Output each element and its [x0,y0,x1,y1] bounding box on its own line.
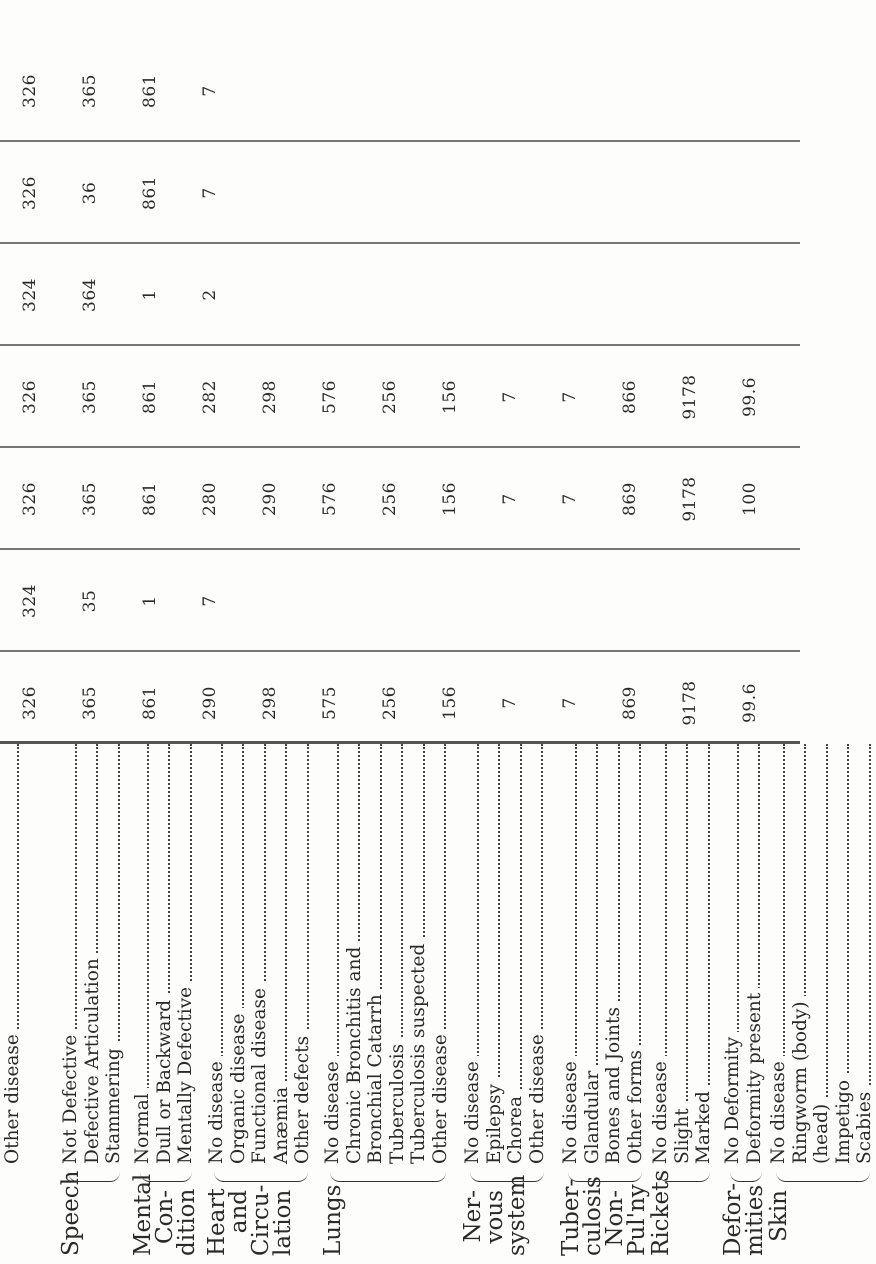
value-cell: 290 [200,686,220,720]
sub-labels [2,744,24,1164]
value-cell: 35 [80,589,100,613]
column-rule [0,242,800,244]
brace-icon [650,1170,716,1184]
column-rule [0,446,800,448]
brace-icon [722,1170,768,1184]
row-label-text: Bones and Joints [603,1002,624,1164]
value-cell: 156 [440,380,460,414]
row-label-text: Deformity present [744,988,765,1164]
row-label [249,744,271,1164]
row-label [365,744,387,1164]
row-label [790,744,812,1164]
row-label-text: Chronic Bronchitis and [344,942,365,1164]
row-label [60,744,82,1164]
row-label-text: Anæmia [271,1082,292,1164]
row-label [387,744,409,1164]
data-column-1 [0,675,800,731]
value-cell: 869 [620,482,640,516]
row-label-text: Other disease [527,1029,548,1164]
row-label-text: Normal [132,1088,153,1164]
row-label-text: Other defects [292,1031,313,1164]
row-label [582,744,604,1164]
brace-icon [768,1170,876,1184]
value-cell: 298 [260,380,280,414]
row-label [344,744,366,1164]
row-labels [0,744,875,1264]
row-label-text: Tuberculosis suspected [408,939,429,1164]
value-cell: 7 [560,697,580,709]
row-label [650,744,672,1164]
section-4 [206,744,314,1256]
value-cell: 324 [20,584,40,618]
column-rule [0,548,800,550]
value-cell: 7 [500,391,520,403]
value-cell: 1 [140,289,160,301]
row-label-text: Scabies [854,1087,875,1164]
row-label-text: Dull or Backward [154,995,175,1164]
row-label [484,744,506,1164]
row-label-text: Mentally Defective [175,982,196,1164]
value-cell: 298 [260,686,280,720]
value-cell: 99.6 [740,683,760,723]
group-label: Tuber-culosis Non-Pul'ny [558,1176,650,1256]
value-cell: 576 [320,482,340,516]
row-label-text: Functional disease [249,983,270,1164]
value-cell: 365 [80,686,100,720]
section-5 [322,744,452,1256]
brace-icon [206,1170,314,1184]
sub-labels [462,744,548,1164]
data-column-3 [0,471,800,527]
row-label [408,744,430,1164]
value-cell: 280 [200,482,220,516]
row-label-text: (head) [811,1099,832,1164]
value-cell: 866 [620,380,640,414]
dot-leader [686,744,688,1164]
brace-icon [132,1170,198,1184]
row-label [768,744,790,1164]
value-cell: 7 [200,85,220,97]
brace-icon [60,1170,126,1184]
row-label-text: Chorea [505,1091,526,1164]
row-label-text: Other disease [430,1029,451,1164]
group-label: Heart and Circu-lation [204,1184,296,1256]
row-label [206,744,228,1164]
section-9 [722,744,768,1256]
row-label [82,744,104,1164]
row-label [693,744,715,1164]
value-cell: 290 [260,482,280,516]
row-label [722,744,744,1164]
column-rule [0,344,800,346]
row-label [462,744,484,1164]
value-cell: 861 [140,482,160,516]
value-cell: 7 [200,595,220,607]
row-label-text: Epilepsy [484,1079,505,1164]
row-label [132,744,154,1164]
data-column-6 [0,165,800,221]
value-cell: 365 [80,74,100,108]
section-1 [2,744,32,1256]
value-cell: 156 [440,686,460,720]
row-label-text: Bronchial Catarrh [365,989,386,1164]
row-label-text: Slight [672,1103,693,1164]
sub-labels [768,744,876,1164]
value-cell: 1 [140,595,160,607]
value-cell: 575 [320,686,340,720]
row-label [271,744,293,1164]
row-label [854,744,876,1164]
value-cell: 576 [320,380,340,414]
value-cell: 364 [80,278,100,312]
label-divider [0,741,800,744]
section-6 [462,744,550,1256]
row-label [228,744,250,1164]
row-label [603,744,625,1164]
row-label-text: Marked [693,1086,714,1164]
section-2 [60,744,126,1256]
sub-labels [60,744,125,1164]
section-7 [560,744,648,1256]
value-cell: 256 [380,380,400,414]
row-label [744,744,766,1164]
value-cell: 324 [20,278,40,312]
value-cell: 326 [20,686,40,720]
group-label: Mental Con-dition [130,1173,200,1256]
row-label [2,744,24,1164]
value-cell: 7 [500,493,520,505]
row-label-text: Organic disease [228,1008,249,1164]
row-label-text: Glandular [582,1066,603,1164]
row-label-text: Other disease [2,1029,23,1164]
row-label-text: No disease [560,1056,581,1164]
row-label-text: Stammering [103,1043,124,1164]
row-label-text: No Deformity [722,1032,743,1164]
value-cell: 861 [140,74,160,108]
value-cell: 256 [380,686,400,720]
value-cell: 36 [80,181,100,205]
row-label [811,744,833,1164]
column-rule [0,650,800,652]
row-label-text: Tuberculosis [387,1039,408,1164]
row-label [430,744,452,1164]
value-cell: 365 [80,482,100,516]
value-cell: 100 [740,482,760,516]
value-cell: 7 [200,187,220,199]
data-column-7 [0,63,800,119]
value-cell: 326 [20,380,40,414]
group-label: Skin [766,1190,792,1242]
value-cell: 7 [560,391,580,403]
sub-labels [132,744,197,1164]
row-label [154,744,176,1164]
brace-icon [322,1170,452,1184]
data-column-2 [0,573,800,629]
group-label: Lungs [320,1184,346,1256]
row-label [292,744,314,1164]
row-label-text: Other forms [625,1045,646,1164]
group-label: Ner-vous system [460,1174,530,1256]
group-label: Rickets [648,1169,674,1256]
data-column-4 [0,369,800,425]
sub-labels [650,744,715,1164]
brace-icon [560,1170,648,1184]
row-label-text: No disease [322,1056,343,1164]
value-cell: 7 [500,697,520,709]
value-cell: 365 [80,380,100,414]
row-label-text: No disease [462,1056,483,1164]
row-label-text: Impetigo [833,1075,854,1164]
value-cell: 256 [380,482,400,516]
row-label [527,744,549,1164]
row-label-text: Defective Articulation [82,953,103,1164]
value-cell: 326 [20,482,40,516]
row-label-text: No disease [650,1056,671,1164]
sub-labels [722,744,765,1164]
value-cell: 869 [620,686,640,720]
value-cell: 861 [140,176,160,210]
row-label-text: No disease [768,1056,789,1164]
row-label [560,744,582,1164]
row-label-text: Not Defective [60,1030,81,1164]
value-cell: 326 [20,74,40,108]
value-cell: 9178 [680,374,700,420]
row-label-text: No disease [206,1056,227,1164]
value-cell: 326 [20,176,40,210]
group-label: Defor-mities [720,1182,768,1256]
sub-labels [560,744,646,1164]
row-label-text: Ringworm (body) [790,996,811,1164]
value-cell: 9178 [680,476,700,522]
value-cell: 9178 [680,680,700,726]
section-8 [650,744,716,1256]
value-cell: 156 [440,482,460,516]
brace-icon [462,1170,550,1184]
row-label [505,744,527,1164]
column-rule [0,140,800,142]
row-label [103,744,125,1164]
value-cell: 861 [140,380,160,414]
row-label [175,744,197,1164]
row-label [672,744,694,1164]
sub-labels [206,744,314,1164]
value-cell: 282 [200,380,220,414]
row-label [833,744,855,1164]
section-3 [132,744,198,1256]
row-label [625,744,647,1164]
value-cell: 861 [140,686,160,720]
data-column-5 [0,267,800,323]
section-10 [768,744,876,1256]
group-label: Speech [58,1170,84,1256]
sub-labels [322,744,451,1164]
value-cell: 2 [200,289,220,301]
value-cell: 99.6 [740,377,760,417]
value-cell: 7 [560,493,580,505]
row-label [322,744,344,1164]
